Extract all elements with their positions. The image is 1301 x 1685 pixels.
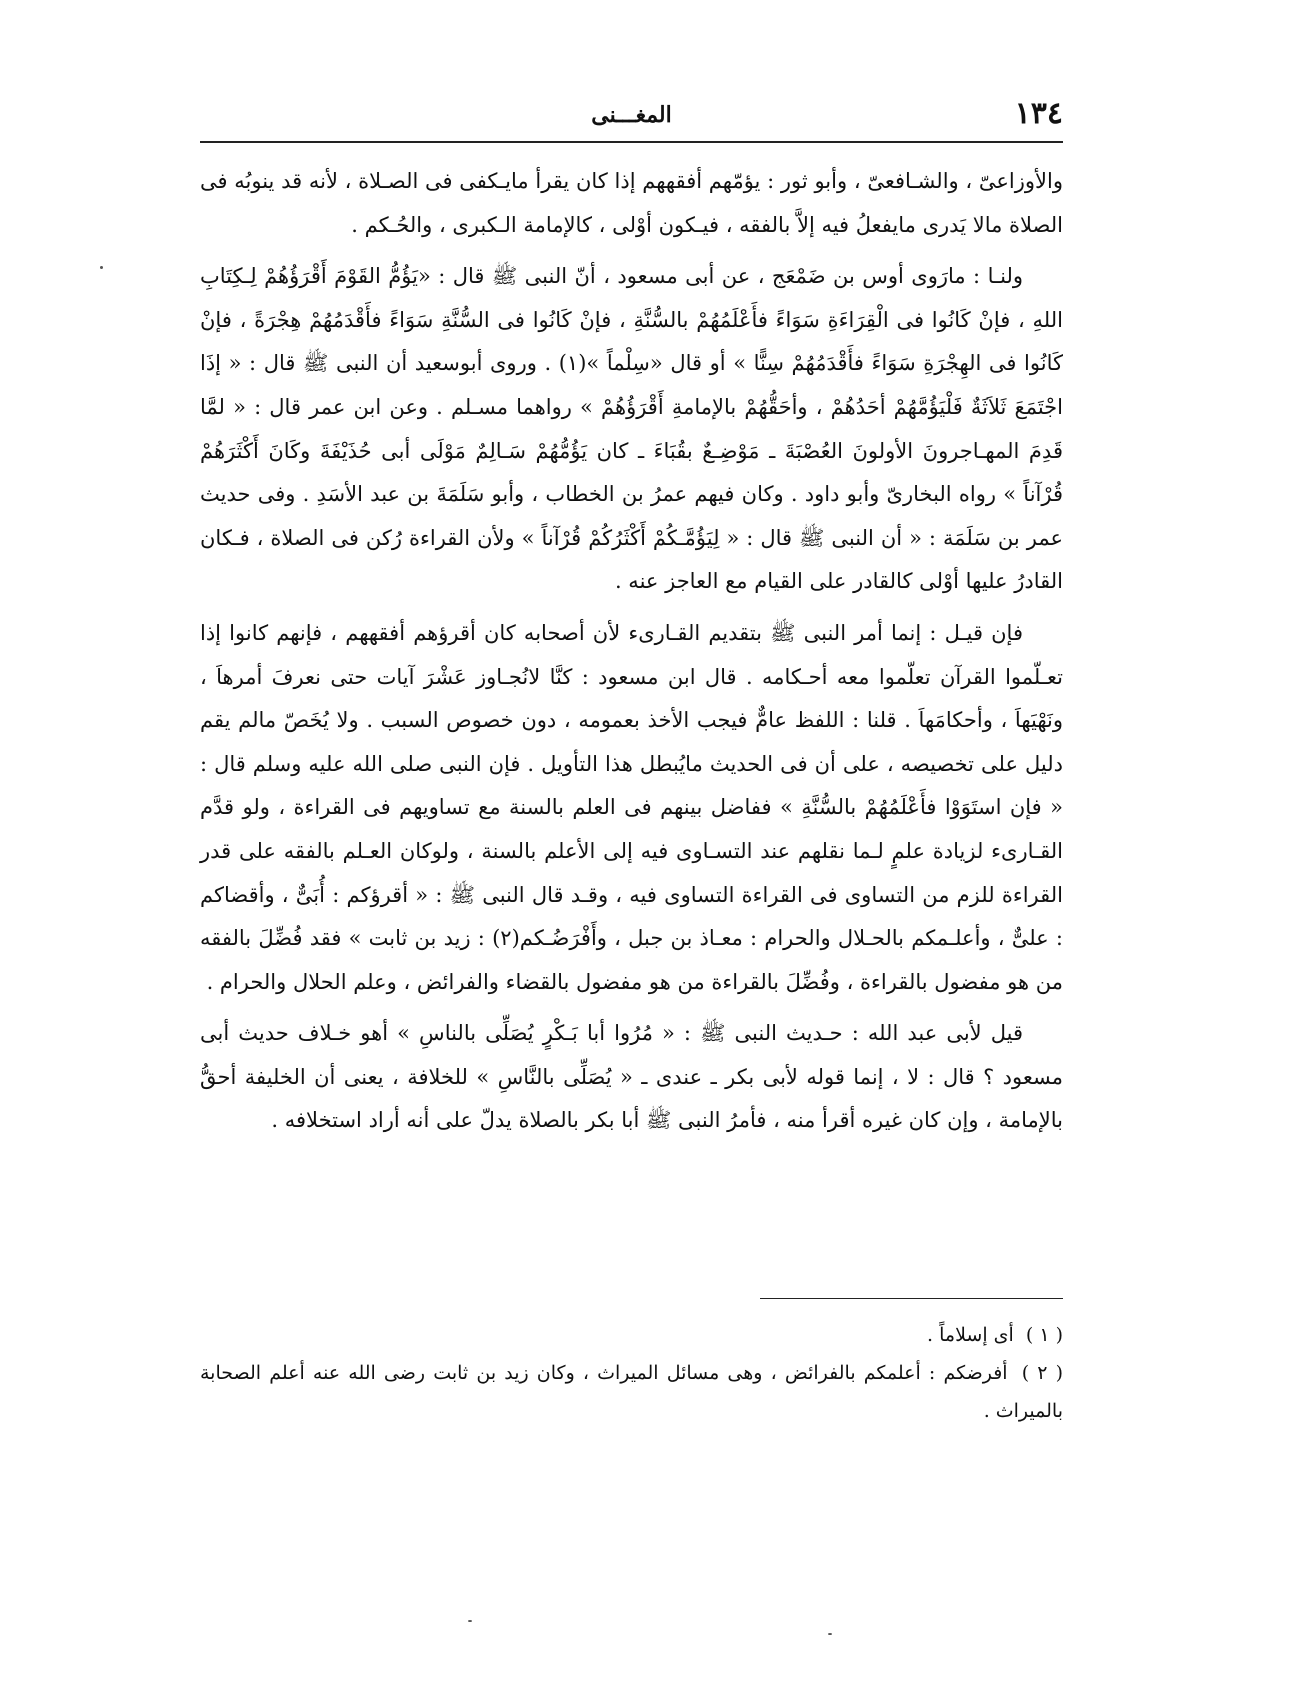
running-title: المغـــنى [591, 102, 672, 128]
footnote-divider [760, 1298, 1063, 1299]
paragraph: ولنـا : مارَوى أوس بن ضَمْعَج ، عن أبى مسعود ، أنّ النبى ﷺ قال : «يَؤُمُّ القَوْمَ أَقْرَؤُهُمْ لِـكِتَابِ اللهِ ، فإنْ كَانُوا فى الْقِرَاءَةِ سَوَاءً فأَعْلَمُهُمْ بالسُّنَّةِ ، فإنْ كَانُوا فى السُّنَّةِ سَوَاءً فأَقْدَمُهُمْ هِجْرَةً ، فإنْ كَانُوا فى الهِجْرَةِ سَوَاءً فأَقْدَمُهُمْ سِنًّا » أو قال «سِلْماً »(١) . وروى أبوسعيد أن النبى ﷺ قال : « إذَا اجْتَمَعَ ثَلاَثَةٌ فَلْيَؤُمَّهُمْ أحَدُهُمْ ، وأحَقُّهُمْ بالإمامةِ أَقْرَؤُهُمْ » رواهما مسـلم . وعن ابن عمر قال : « لمَّا قَدِمَ المهـاجرونَ الأولونَ العُصْبَةَ ـ مَوْضِـعٌ بقُبَاءَ ـ كان يَؤُمُّهُمْ سَـالِمٌ مَوْلَى أبى حُذَيْفَةَ وكَانَ أَكْثَرَهُمْ قُرْآناً » رواه البخارىّ وأبو داود . وكان فيهم عمرُ بن الخطاب ، وأبو سَلَمَةَ بن عبد الأسَدِ . وفى حديث عمر بن سَلَمَة : « أن النبى ﷺ قال : « لِيَؤُمَّـكُمْ أَكْثَرُكُمْ قُرْآناً » ولأن القراءة رُكن فى الصلاة ، فـكان القادرُ عليها أوْلى كالقادر على القيام مع العاجز عنه . [200, 264, 1063, 594]
footnote-text: أى إسلاماً . [927, 1324, 1014, 1346]
scan-speck [468, 1620, 472, 1622]
footnotes [200, 1316, 1063, 1430]
footnote-number: ( ١ ) [1025, 1324, 1063, 1346]
main-text [200, 160, 1063, 1151]
footnote-number: ( ٢ ) [1021, 1362, 1064, 1384]
scan-speck [828, 1633, 832, 1635]
scan-speck [100, 266, 103, 269]
paragraph: والأوزاعىّ ، والشـافعىّ ، وأبو ثور : يؤمّهم أفقههم إذا كان يقرأ مايـكفى فى الصـلاة ، لأنه قد ينوبُه فى الصلاة مالا يَدرى مايفعلُ فيه إلاَّ بالفقه ، فيـكون أوْلى ، كالإمامة الـكبرى ، والحُـكم . [200, 169, 1063, 237]
page-header [200, 96, 1063, 140]
footnote-text: أفرضكم : أعلمكم بالفرائض ، وهى مسائل الميراث ، وكان زيد بن ثابت رضى الله عنه أعلم الصحابة بالميراث . [200, 1362, 1063, 1422]
header-rule [200, 141, 1063, 143]
paragraph: قيل لأبى عبد الله : حـديث النبى ﷺ : « مُرُوا أبا بَـكْرٍ يُصَلِّى بالناسِ » أهو خـلاف حديث أبى مسعود ؟ قال : لا ، إنما قوله لأبى بكر ـ عندى ـ « يُصَلِّى بالنَّاسِ » للخلافة ، يعنى أن الخليفة أحقُّ بالإمامة ، وإن كان غيره أقرأ منه ، فأمرُ النبى ﷺ أبا بكر بالصلاة يدلّ على أنه أراد استخلافه . [200, 1021, 1063, 1133]
footnote [200, 1316, 1063, 1354]
paragraph: فإن قيـل : إنما أمر النبى ﷺ بتقديم القـارىء لأن أصحابه كان أقرؤهم أفقههم ، فإنهم كانوا إذا تعـلّموا القرآن تعلّموا معه أحـكامه . قال ابن مسعود : كنَّا لانُجـاوز عَشْرَ آيات حتى نعرفَ أمرهاَ ، ونَهْيَهاَ ، وأحكامَهاَ . قلنا : اللفظ عامٌّ فيجب الأخذ بعمومه ، دون خصوص السبب . ولا يُخَصّ مالم يقم دليل على تخصيصه ، على أن فى الحديث مايُبطل هذا التأويل . فإن النبى صلى الله عليه وسلم قال : « فإن استَوَوْا فأَعْلَمُهُمْ بالسُّنَّةِ » ففاضل بينهم فى العلم بالسنة مع تساويهم فى القراءة ، ولو قدَّم القـارىء لزيادة علمٍ لـما نقلهم عند التسـاوى فيه إلى الأعلم بالسنة ، ولوكان العـلم بالفقه على قدر القراءة للزم من التساوى فى القراءة التساوى فيه ، وقـد قال النبى ﷺ : « أقرؤكم : أُبَىٌّ ، وأقضاكم : علىٌّ ، وأعلـمكم بالحـلال والحرام : معـاذ بن جبل ، وأَفْرَضُـكم(٢) : زيد بن ثابت » فقد فُضِّلَ بالفقه من هو مفضول بالقراءة ، وفُضِّلَ بالقراءة من هو مفضول بالقضاء والفرائض ، وعلم الحلال والحرام . [200, 620, 1063, 994]
page-number: ١٣٤ [1014, 96, 1063, 131]
footnote [200, 1354, 1063, 1430]
